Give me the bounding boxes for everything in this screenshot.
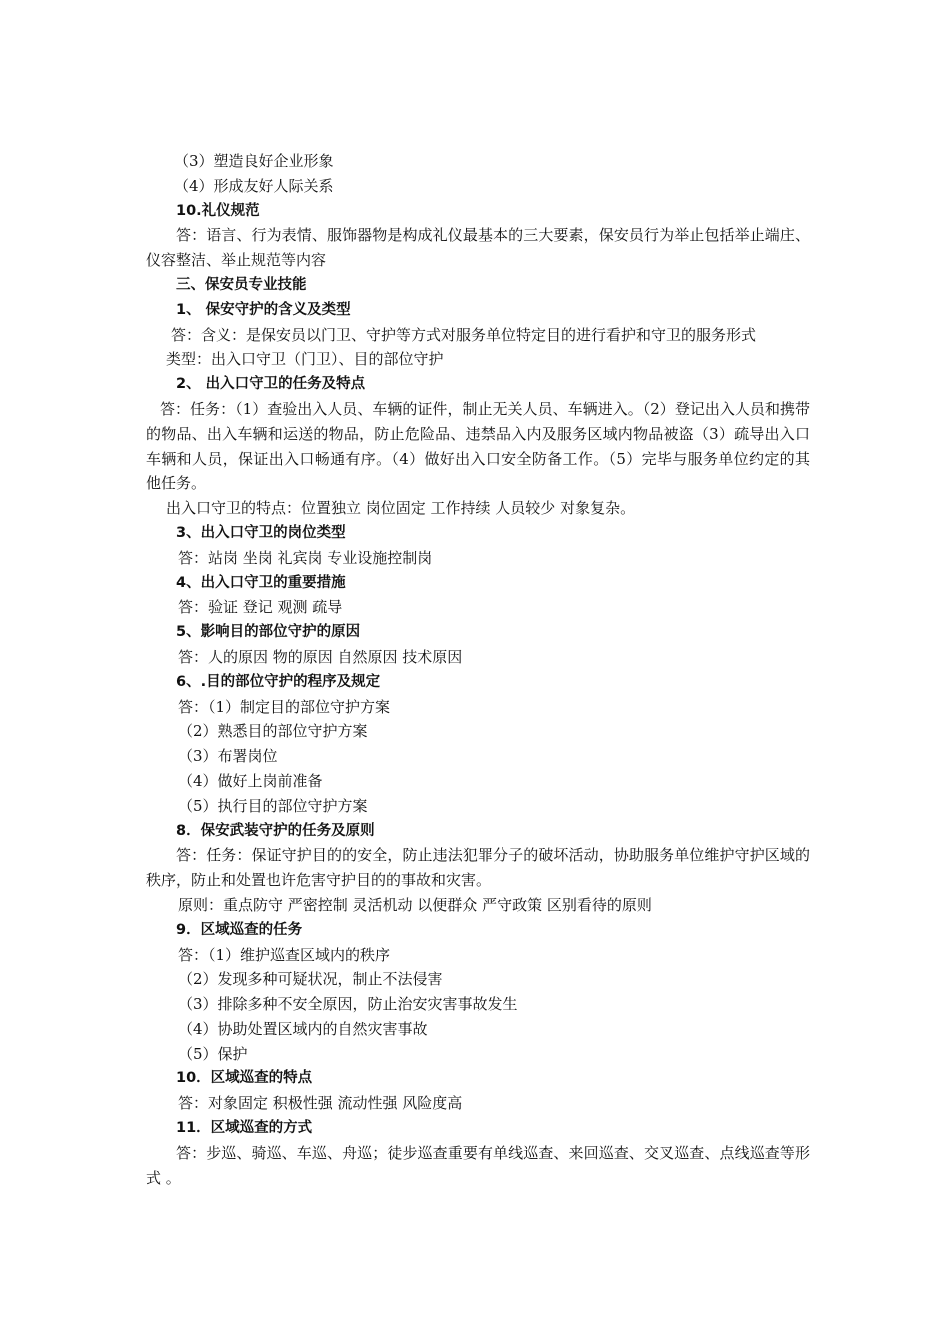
section-heading: 4、出入口守卫的重要措施 (176, 574, 346, 591)
text-line: 答：对象固定 积极性强 流动性强 风险度高 (178, 1094, 463, 1113)
text-line: （4）做好上岗前准备 (178, 771, 323, 790)
paragraph: 答：语言、行为表情、服饰器物是构成礼仪最基本的三大要素，保安员行为举止包括举止端庄、仪容整洁、举止规范等内容 (146, 226, 810, 270)
section-heading: 1、 保安守护的含义及类型 (176, 301, 351, 318)
document-page (146, 149, 810, 1190)
text-line: （3）排除多种不安全原因，防止治安灾害事故发生 (178, 995, 518, 1014)
text-line: 类型：出入口守卫（门卫）、目的部位守护 (166, 350, 444, 369)
text-line: 答：验证 登记 观测 疏导 (178, 598, 343, 617)
text-line: 原则：重点防守 严密控制 灵活机动 以便群众 严守政策 区别看待的原则 (178, 895, 652, 914)
paragraph: 答：任务：保证守护目的的安全，防止违法犯罪分子的破坏活动，协助服务单位维护守护区域的秩序，防止和处置也许危害守护目的的事故和灾害。 (146, 846, 810, 890)
text-line: （5）保护 (178, 1044, 248, 1063)
text-line: 答：（1）制定目的部位守护方案 (178, 697, 391, 716)
text-line: （4）形成友好人际关系 (174, 176, 334, 195)
section-heading: 3、出入口守卫的岗位类型 (176, 524, 346, 541)
text-line: 出入口守卫的特点：位置独立 岗位固定 工作持续 人员较少 对象复杂。 (166, 499, 636, 518)
section-heading: 10.礼仪规范 (176, 202, 260, 219)
text-line: （5）执行目的部位守护方案 (178, 796, 368, 815)
text-line: （3）布署岗位 (178, 747, 278, 766)
section-heading: 三、保安员专业技能 (176, 276, 307, 293)
text-line: （3）塑造良好企业形象 (174, 152, 334, 170)
paragraph: 答：任务：（1）查验出入人员、车辆的证件，制止无关人员、车辆进入。（2）登记出入人员和携带的物品、出入车辆和运送的物品，防止危险品、违禁品入内及服务区域内物品被盗（3）疏导出入口车辆和人员，保证出入口畅通有序。（4）做好出入口安全防备工作。（5）完毕与服务单位约定的其他任务。 (146, 399, 810, 493)
section-heading: 5、影响目的部位守护的原因 (176, 624, 361, 641)
section-heading: 6、.目的部位守护的程序及规定 (176, 673, 381, 690)
paragraph: 答：含义：是保安员以门卫、守护等方式对服务单位特定目的进行看护和守卫的服务形式 (171, 325, 757, 344)
section-heading: 2、 出入口守卫的任务及特点 (176, 376, 366, 393)
section-heading: 11．区域巡查的方式 (176, 1120, 313, 1137)
section-heading: 10．区域巡查的特点 (176, 1070, 313, 1087)
section-heading: 8．保安武装守护的任务及原则 (176, 822, 375, 839)
text-line: 答：人的原因 物的原因 自然原因 技术原因 (178, 647, 463, 666)
text-line: 答：站岗 坐岗 礼宾岗 专业设施控制岗 (178, 548, 433, 567)
paragraph: 答：步巡、骑巡、车巡、舟巡；徒步巡查重要有单线巡查、来回巡查、交叉巡查、点线巡查等形式 。 (146, 1143, 810, 1187)
text-line: （4）协助处置区域内的自然灾害事故 (178, 1019, 428, 1038)
text-line: （2）发现多种可疑状况，制止不法侵害 (178, 970, 443, 989)
text-line: 答：（1）维护巡查区域内的秩序 (178, 945, 391, 964)
section-heading: 9．区域巡查的任务 (176, 921, 303, 938)
text-line: （2）熟悉目的部位守护方案 (178, 722, 368, 741)
